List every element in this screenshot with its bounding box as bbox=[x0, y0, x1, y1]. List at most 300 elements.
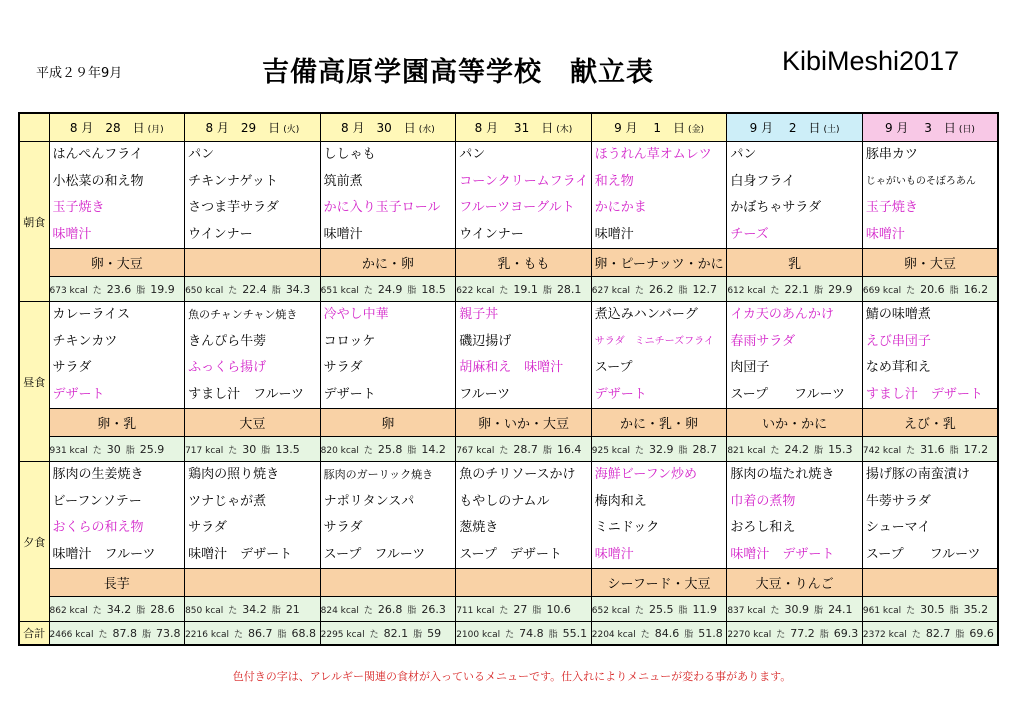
nutrition-value: 16.2 bbox=[963, 282, 989, 296]
nutrition-value: 脂 bbox=[548, 629, 558, 640]
menu-cell bbox=[49, 462, 185, 569]
menu-cell bbox=[727, 142, 863, 249]
menu-item: 味噌汁 フルーツ bbox=[52, 546, 156, 562]
menu-cell bbox=[727, 462, 863, 569]
allergen-cell: 卵 bbox=[320, 409, 456, 437]
total-cell bbox=[456, 622, 592, 646]
nutrition-value: 脂 bbox=[271, 285, 281, 296]
nutrition-value: 16.4 bbox=[556, 442, 582, 456]
nutrition-value: 19.1 bbox=[513, 282, 538, 296]
nutrition-cell bbox=[185, 437, 321, 462]
nutrition-value: 69.6 bbox=[969, 626, 994, 640]
nutrition-value: 脂 bbox=[407, 445, 417, 456]
nutrition-value: 脂 bbox=[141, 629, 151, 640]
menu-item: デザート bbox=[323, 386, 376, 402]
nutrition-value: 2216 kcal bbox=[185, 629, 230, 640]
nutrition-value: た bbox=[505, 629, 515, 640]
nutrition-cell bbox=[727, 277, 863, 302]
nutrition-value: 脂 bbox=[125, 445, 135, 456]
menu-item: 磯辺揚げ bbox=[459, 333, 512, 349]
menu-item: デザート bbox=[52, 386, 105, 402]
nutrition-value: た bbox=[228, 605, 238, 616]
total-cell bbox=[862, 622, 998, 646]
day-header bbox=[456, 113, 592, 142]
allergen-cell bbox=[320, 569, 456, 597]
menu-item: サラダ bbox=[188, 520, 227, 535]
menu-item: 味噌汁 bbox=[594, 226, 634, 242]
menu-item: 白身フライ bbox=[730, 173, 795, 189]
total-cell bbox=[185, 622, 321, 646]
menu-cell bbox=[862, 302, 998, 409]
menu-item: ししゃも bbox=[323, 147, 376, 162]
nutrition-value: 26.2 bbox=[648, 282, 674, 296]
nutrition-value: 627 kcal bbox=[591, 285, 630, 296]
nutrition-value: 28.1 bbox=[556, 282, 582, 296]
nutrition-value: 脂 bbox=[271, 605, 281, 616]
menu-item: パン bbox=[730, 147, 757, 162]
nutrition-value: た bbox=[369, 629, 379, 640]
allergen-cell: 長芋 bbox=[49, 569, 185, 597]
day-date: 8 月 30 日 bbox=[341, 121, 416, 135]
nutrition-value: 73.8 bbox=[155, 626, 181, 640]
menu-item: 親子丼 bbox=[459, 307, 499, 322]
menu-cell bbox=[185, 462, 321, 569]
nutrition-value: 742 kcal bbox=[862, 445, 902, 456]
menu-item: じゃがいものそぼろあん bbox=[865, 175, 976, 187]
nutrition-cell bbox=[591, 437, 727, 462]
menu-item: きんぴら牛蒡 bbox=[188, 333, 267, 349]
day-header bbox=[727, 113, 863, 142]
menu-item: はんぺんフライ bbox=[52, 147, 143, 162]
menu-item: 豚肉の生姜焼き bbox=[52, 467, 144, 482]
nutrition-value: 862 kcal bbox=[49, 605, 88, 616]
nutrition-value: た bbox=[640, 629, 650, 640]
menu-cell bbox=[320, 142, 456, 249]
menu-item: コロッケ bbox=[323, 333, 376, 349]
menu-item: サラダ bbox=[323, 520, 363, 535]
nutrition-value: 脂 bbox=[542, 445, 552, 456]
nutrition-cell bbox=[727, 597, 863, 622]
nutrition-value: 850 kcal bbox=[185, 605, 224, 616]
nutrition-value: 650 kcal bbox=[185, 285, 224, 296]
menu-item: 和え物 bbox=[594, 173, 634, 189]
menu-item: すまし汁 デザート bbox=[865, 386, 983, 402]
nutrition-value: 55.1 bbox=[562, 626, 588, 640]
menu-item: 魚のチャンチャン焼き bbox=[188, 308, 298, 321]
nutrition-value: 961 kcal bbox=[862, 605, 902, 616]
nutrition-value: 28.7 bbox=[513, 442, 538, 456]
menu-item: 鶏肉の照り焼き bbox=[188, 467, 280, 482]
day-header bbox=[862, 113, 998, 142]
total-cell bbox=[49, 622, 185, 646]
menu-item: さつま芋サラダ bbox=[188, 200, 279, 215]
menu-item: ナポリタンスパ bbox=[323, 493, 415, 509]
nutrition-value: 脂 bbox=[678, 605, 688, 616]
nutrition-value: 30 bbox=[242, 442, 257, 456]
menu-item: 筑前煮 bbox=[323, 173, 363, 189]
nutrition-value: 12.7 bbox=[692, 282, 717, 296]
menu-item: ほうれん草オムレツ bbox=[594, 147, 712, 162]
menu-item: おくらの和え物 bbox=[52, 520, 144, 535]
nutrition-value: た bbox=[906, 445, 916, 456]
nutrition-cell bbox=[49, 437, 185, 462]
menu-item: 玉子焼き bbox=[865, 200, 918, 215]
nutrition-value: た bbox=[911, 629, 921, 640]
allergen-cell: 卵・乳 bbox=[49, 409, 185, 437]
nutrition-value: 14.2 bbox=[421, 442, 446, 456]
nutrition-value: 脂 bbox=[136, 605, 146, 616]
day-header bbox=[591, 113, 727, 142]
nutrition-value: 脂 bbox=[814, 285, 824, 296]
nutrition-cell bbox=[456, 437, 592, 462]
nutrition-value: 84.6 bbox=[654, 626, 680, 640]
nutrition-cell bbox=[320, 597, 456, 622]
nutrition-value: 脂 bbox=[684, 629, 694, 640]
day-date: 9 月 2 日 bbox=[749, 121, 821, 135]
nutrition-value: 28.7 bbox=[692, 442, 717, 456]
nutrition-value: 脂 bbox=[955, 629, 965, 640]
nutrition-value: 30 bbox=[106, 442, 121, 456]
day-of-week: (金) bbox=[687, 125, 704, 135]
nutrition-value: た bbox=[363, 605, 373, 616]
day-header bbox=[185, 113, 321, 142]
menu-cell bbox=[862, 142, 998, 249]
nutrition-value: 28.6 bbox=[150, 602, 175, 616]
menu-item: 味噌汁 デザート bbox=[730, 546, 835, 562]
nutrition-value: 脂 bbox=[678, 445, 688, 456]
nutrition-cell bbox=[862, 277, 998, 302]
allergy-note: 色付きの字は、アレルギー関連の食材が入っているメニューです。仕入れによりメニューが変わる事があります。 bbox=[232, 670, 792, 683]
day-of-week: (火) bbox=[283, 125, 300, 135]
meal-label: 昼食 bbox=[19, 302, 49, 462]
total-label: 合計 bbox=[19, 622, 49, 646]
nutrition-value: 31.6 bbox=[920, 442, 945, 456]
nutrition-value: た bbox=[906, 285, 916, 296]
menu-item: スープ フルーツ bbox=[730, 386, 845, 402]
menu-item: 冷やし中華 bbox=[323, 307, 389, 322]
menu-item: カレーライス bbox=[52, 307, 130, 322]
day-date: 8 月 28 日 bbox=[69, 121, 145, 135]
nutrition-value: 2372 kcal bbox=[862, 629, 907, 640]
menu-item: 煮込みハンバーグ bbox=[594, 307, 698, 322]
menu-item: ウインナー bbox=[188, 226, 253, 242]
nutrition-value: 30.9 bbox=[784, 602, 810, 616]
menu-item: 春雨サラダ bbox=[730, 333, 796, 349]
nutrition-value: 脂 bbox=[819, 629, 829, 640]
menu-item: 魚のチリソースかけ bbox=[459, 467, 576, 482]
nutrition-value: た bbox=[634, 445, 644, 456]
nutrition-value: 18.5 bbox=[421, 282, 446, 296]
menu-item: 味噌汁 bbox=[52, 226, 92, 242]
nutrition-value: 2295 kcal bbox=[320, 629, 365, 640]
menu-item: パン bbox=[188, 147, 215, 162]
nutrition-value: 脂 bbox=[949, 445, 959, 456]
allergen-cell: いか・かに bbox=[727, 409, 863, 437]
nutrition-value: 32.9 bbox=[648, 442, 674, 456]
menu-item: なめ茸和え bbox=[865, 360, 931, 375]
nutrition-value: 69.3 bbox=[833, 626, 859, 640]
menu-item: チキンナゲット bbox=[188, 173, 278, 189]
nutrition-value: 74.8 bbox=[519, 626, 544, 640]
nutrition-value: 23.6 bbox=[106, 282, 132, 296]
menu-cell bbox=[320, 302, 456, 409]
allergen-cell: 乳 bbox=[727, 249, 863, 277]
nutrition-value: 脂 bbox=[261, 445, 271, 456]
nutrition-value: た bbox=[770, 445, 780, 456]
nutrition-value: 脂 bbox=[542, 285, 552, 296]
nutrition-value: 11.9 bbox=[692, 602, 717, 616]
menu-item: チーズ bbox=[730, 226, 769, 242]
nutrition-value: 77.2 bbox=[790, 626, 815, 640]
menu-item: 揚げ豚の南蛮漬け bbox=[865, 467, 970, 482]
menu-cell bbox=[727, 302, 863, 409]
menu-item: えび串団子 bbox=[865, 333, 931, 349]
menu-item: 味噌汁 bbox=[594, 546, 634, 562]
menu-item: 味噌汁 デザート bbox=[188, 546, 293, 562]
nutrition-value: 26.3 bbox=[421, 602, 446, 616]
nutrition-value: 51.8 bbox=[698, 626, 723, 640]
nutrition-value: 脂 bbox=[814, 445, 824, 456]
menu-cell bbox=[185, 302, 321, 409]
menu-item: ツナじゃが煮 bbox=[188, 493, 267, 509]
nutrition-value: 17.2 bbox=[963, 442, 989, 456]
day-of-week: (水) bbox=[418, 125, 435, 135]
nutrition-value: 821 kcal bbox=[727, 445, 766, 456]
day-of-week: (木) bbox=[556, 125, 573, 135]
menu-item: スープ フルーツ bbox=[323, 546, 426, 562]
nutrition-value: 767 kcal bbox=[456, 445, 495, 456]
nutrition-value: 2100 kcal bbox=[456, 629, 501, 640]
menu-item: イカ天のあんかけ bbox=[730, 307, 834, 322]
nutrition-value: 925 kcal bbox=[591, 445, 630, 456]
nutrition-value: 22.1 bbox=[784, 282, 810, 296]
menu-item: 葱焼き bbox=[459, 520, 499, 535]
nutrition-value: 24.2 bbox=[784, 442, 810, 456]
header-corner bbox=[19, 113, 49, 142]
menu-item: コーンクリームフライ bbox=[459, 173, 589, 189]
menu-item: かにかま bbox=[594, 200, 647, 215]
nutrition-cell bbox=[185, 597, 321, 622]
nutrition-cell bbox=[185, 277, 321, 302]
nutrition-value: 10.6 bbox=[546, 602, 571, 616]
nutrition-value: 2204 kcal bbox=[591, 629, 636, 640]
allergen-cell bbox=[185, 249, 321, 277]
nutrition-value: た bbox=[98, 629, 108, 640]
menu-cell bbox=[591, 302, 727, 409]
nutrition-cell bbox=[862, 437, 998, 462]
nutrition-cell bbox=[591, 597, 727, 622]
menu-item: 豚肉の塩たれ焼き bbox=[730, 467, 835, 482]
nutrition-value: 30.5 bbox=[920, 602, 945, 616]
menu-item: 肉団子 bbox=[730, 360, 770, 375]
menu-item: 巾着の煮物 bbox=[730, 493, 796, 509]
nutrition-value: 2466 kcal bbox=[49, 629, 94, 640]
nutrition-value: た bbox=[363, 285, 373, 296]
nutrition-value: 837 kcal bbox=[727, 605, 766, 616]
nutrition-value: た bbox=[770, 285, 780, 296]
nutrition-value: 87.8 bbox=[112, 626, 137, 640]
menu-item: 豚肉のガーリック焼き bbox=[323, 468, 434, 481]
nutrition-value: 24.9 bbox=[377, 282, 403, 296]
nutrition-value: 27 bbox=[513, 602, 528, 616]
menu-item: 小松菜の和え物 bbox=[52, 173, 144, 189]
menu-cell bbox=[185, 142, 321, 249]
nutrition-value: 脂 bbox=[136, 285, 146, 296]
day-of-week: (土) bbox=[823, 125, 840, 135]
menu-cell bbox=[591, 142, 727, 249]
era-date: 平成２９年9月 bbox=[36, 66, 123, 81]
menu-item: シューマイ bbox=[865, 520, 931, 535]
nutrition-value: た bbox=[228, 285, 238, 296]
nutrition-value: 21 bbox=[285, 602, 300, 616]
menu-item: もやしのナムル bbox=[459, 493, 550, 509]
menu-item: ビーフンソテー bbox=[52, 493, 142, 509]
nutrition-value: 脂 bbox=[407, 605, 417, 616]
nutrition-cell bbox=[591, 277, 727, 302]
allergen-cell: かに・乳・卵 bbox=[591, 409, 727, 437]
menu-cell bbox=[456, 462, 592, 569]
page-title: 吉備高原学園高等学校 献立表 bbox=[262, 57, 654, 88]
total-cell bbox=[320, 622, 456, 646]
nutrition-cell bbox=[49, 277, 185, 302]
meal-label: 夕食 bbox=[19, 462, 49, 622]
day-date: 8 月 31 日 bbox=[474, 121, 554, 135]
menu-item: チキンカツ bbox=[52, 333, 118, 349]
menu-item: 鯖の味噌煮 bbox=[865, 307, 931, 322]
nutrition-value: 622 kcal bbox=[456, 285, 495, 296]
day-date: 8 月 29 日 bbox=[205, 121, 281, 135]
allergen-cell: 大豆・りんご bbox=[727, 569, 863, 597]
menu-cell bbox=[862, 462, 998, 569]
nutrition-value: 717 kcal bbox=[185, 445, 224, 456]
menu-item: サラダ bbox=[52, 360, 92, 375]
nutrition-value: 82.7 bbox=[925, 626, 951, 640]
menu-item: すまし汁 フルーツ bbox=[188, 386, 305, 402]
nutrition-value: 34.3 bbox=[285, 282, 311, 296]
menu-item: パン bbox=[459, 147, 486, 162]
menu-item: 豚串カツ bbox=[865, 147, 918, 162]
nutrition-value: 15.3 bbox=[828, 442, 853, 456]
nutrition-value: た bbox=[234, 629, 244, 640]
menu-item: 胡麻和え 味噌汁 bbox=[459, 360, 564, 375]
allergen-cell: 卵・大豆 bbox=[862, 249, 998, 277]
nutrition-value: 673 kcal bbox=[49, 285, 88, 296]
nutrition-value: 26.8 bbox=[377, 602, 403, 616]
meal-label: 朝食 bbox=[19, 142, 49, 302]
nutrition-value: た bbox=[92, 445, 102, 456]
nutrition-value: 脂 bbox=[814, 605, 824, 616]
menu-cell bbox=[456, 142, 592, 249]
nutrition-cell bbox=[456, 277, 592, 302]
nutrition-value: 脂 bbox=[678, 285, 688, 296]
nutrition-value: た bbox=[499, 285, 509, 296]
nutrition-cell bbox=[320, 277, 456, 302]
nutrition-value: 脂 bbox=[277, 629, 287, 640]
nutrition-value: 612 kcal bbox=[727, 285, 766, 296]
nutrition-value: た bbox=[92, 285, 102, 296]
day-header bbox=[320, 113, 456, 142]
allergen-cell bbox=[456, 569, 592, 597]
menu-item: 玉子焼き bbox=[52, 200, 105, 215]
nutrition-cell bbox=[862, 597, 998, 622]
nutrition-value: た bbox=[499, 445, 509, 456]
menu-item: フルーツヨーグルト bbox=[459, 200, 575, 215]
nutrition-value: 脂 bbox=[949, 285, 959, 296]
nutrition-value: 34.2 bbox=[242, 602, 267, 616]
allergen-cell: シーフード・大豆 bbox=[591, 569, 727, 597]
nutrition-cell bbox=[456, 597, 592, 622]
allergen-cell: 卵・大豆 bbox=[49, 249, 185, 277]
allergen-cell: 卵・ピーナッツ・かに bbox=[591, 249, 727, 277]
allergen-cell: かに・卵 bbox=[320, 249, 456, 277]
menu-item: 味噌汁 bbox=[323, 226, 363, 242]
brand-logo: KibiMeshi2017 bbox=[782, 46, 960, 76]
nutrition-value: 13.5 bbox=[275, 442, 300, 456]
nutrition-value: 25.9 bbox=[139, 442, 165, 456]
menu-cell bbox=[456, 302, 592, 409]
menu-item: デザート bbox=[594, 386, 647, 402]
nutrition-value: 20.6 bbox=[920, 282, 945, 296]
nutrition-value: 脂 bbox=[532, 605, 542, 616]
nutrition-value: た bbox=[499, 605, 509, 616]
menu-item: ミニドック bbox=[594, 520, 660, 535]
total-cell bbox=[727, 622, 863, 646]
menu-item: スープ bbox=[594, 360, 633, 375]
nutrition-value: 59 bbox=[427, 626, 442, 640]
menu-item: 梅肉和え bbox=[594, 493, 647, 509]
nutrition-value: 820 kcal bbox=[320, 445, 359, 456]
nutrition-value: 931 kcal bbox=[49, 445, 88, 456]
total-cell bbox=[591, 622, 727, 646]
nutrition-value: 82.1 bbox=[383, 626, 409, 640]
menu-item: おろし和え bbox=[730, 520, 796, 535]
menu-cell bbox=[49, 142, 185, 249]
nutrition-value: た bbox=[634, 285, 644, 296]
menu-item: 海鮮ビーフン炒め bbox=[594, 467, 698, 482]
menu-item: フルーツ bbox=[459, 386, 511, 402]
nutrition-value: 711 kcal bbox=[456, 605, 495, 616]
menu-cell bbox=[320, 462, 456, 569]
menu-item: サラダ ミニチーズフライ bbox=[594, 335, 714, 347]
menu-item: スープ デザート bbox=[459, 546, 562, 562]
nutrition-value: た bbox=[92, 605, 102, 616]
allergen-cell: 卵・いか・大豆 bbox=[456, 409, 592, 437]
nutrition-value: た bbox=[363, 445, 373, 456]
menu-cell bbox=[49, 302, 185, 409]
nutrition-value: 669 kcal bbox=[862, 285, 902, 296]
menu-item: かに入り玉子ロール bbox=[323, 200, 441, 215]
nutrition-cell bbox=[727, 437, 863, 462]
menu-cell bbox=[591, 462, 727, 569]
nutrition-value: た bbox=[906, 605, 916, 616]
menu-item: 牛蒡サラダ bbox=[865, 493, 931, 509]
nutrition-value: 24.1 bbox=[828, 602, 853, 616]
allergen-cell bbox=[185, 569, 321, 597]
nutrition-value: 22.4 bbox=[242, 282, 267, 296]
nutrition-value: 68.8 bbox=[291, 626, 317, 640]
nutrition-value: 651 kcal bbox=[320, 285, 359, 296]
nutrition-value: た bbox=[770, 605, 780, 616]
nutrition-value: 86.7 bbox=[248, 626, 273, 640]
nutrition-value: 25.8 bbox=[377, 442, 403, 456]
nutrition-value: 脂 bbox=[413, 629, 423, 640]
day-of-week: (日) bbox=[958, 125, 975, 135]
nutrition-cell bbox=[49, 597, 185, 622]
menu-item: スープ フルーツ bbox=[865, 546, 981, 562]
day-date: 9 月 3 日 bbox=[884, 121, 956, 135]
nutrition-value: 脂 bbox=[949, 605, 959, 616]
nutrition-value: た bbox=[228, 445, 238, 456]
